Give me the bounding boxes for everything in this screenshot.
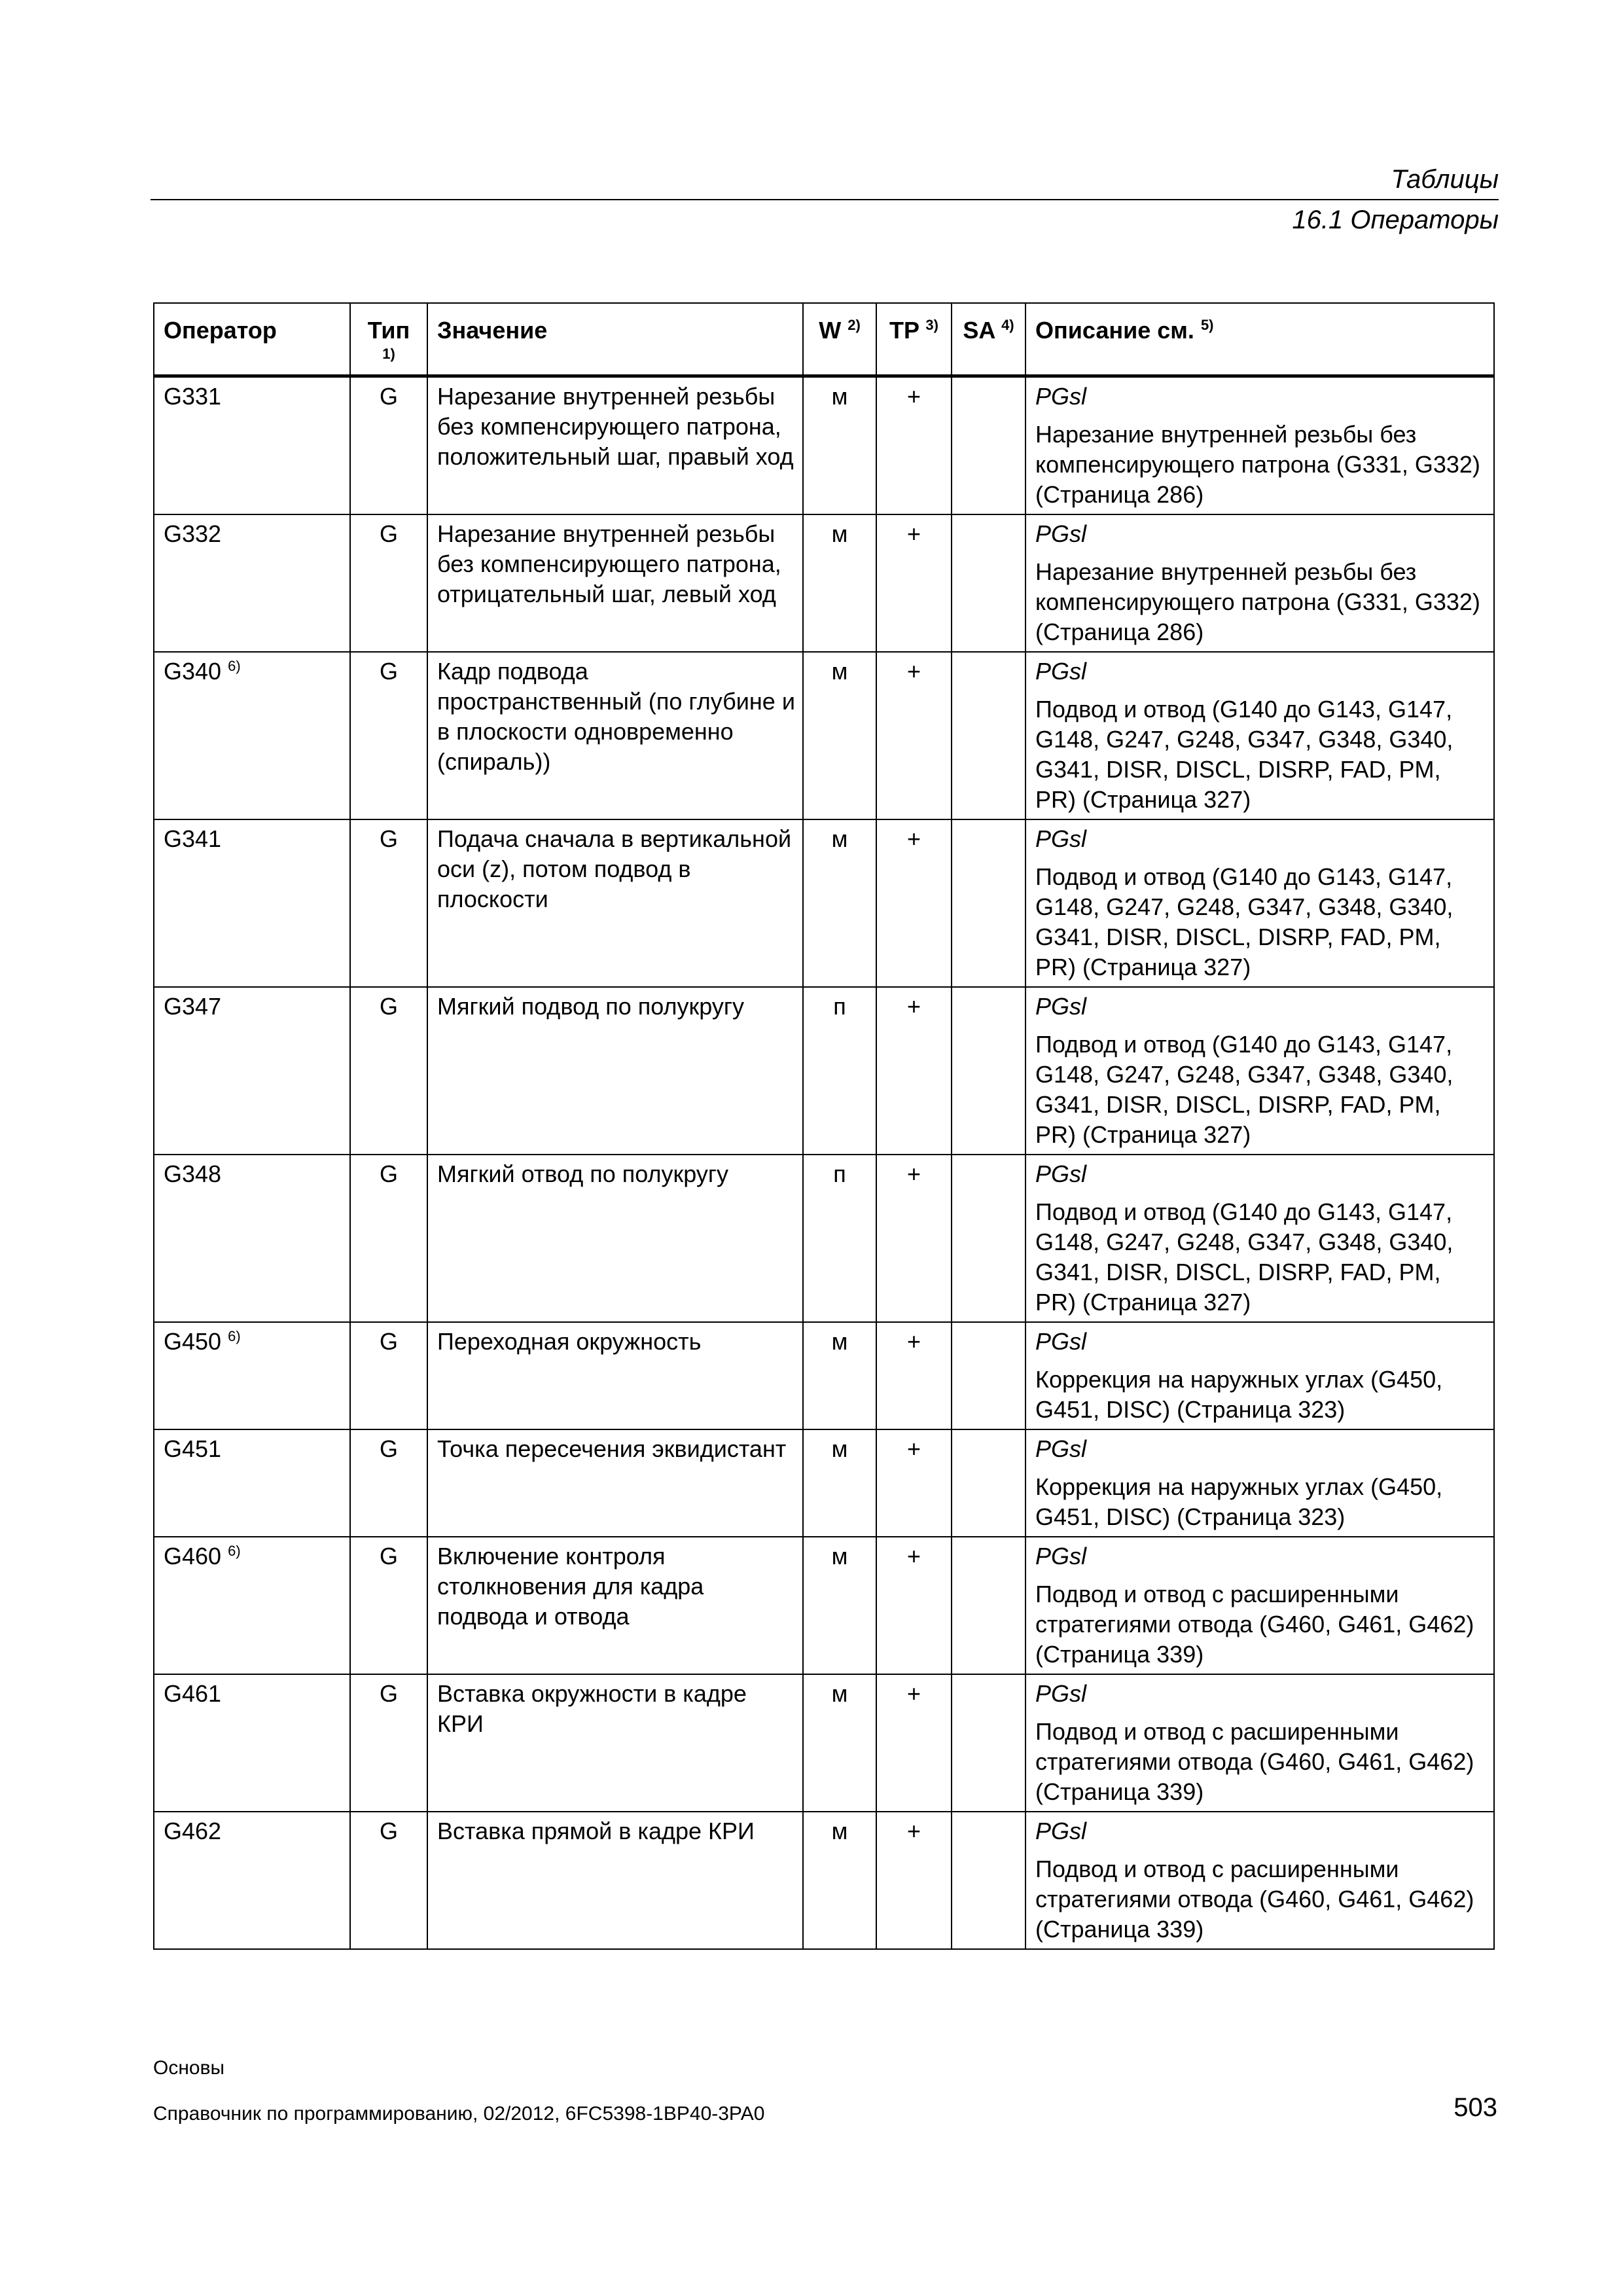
description-link[interactable]: Нарезание внутренней резьбы без компенсирующего патрона (G331, G332) (Страница 286) bbox=[1035, 421, 1480, 508]
manual-reference: PGsl bbox=[1035, 1680, 1087, 1707]
table-row bbox=[154, 376, 1494, 515]
operator-footnote: 6) bbox=[228, 1543, 241, 1559]
w-cell: м bbox=[803, 376, 876, 515]
description-link[interactable]: Подвод и отвод (G140 до G143, G147, G148, G247, G248, G347, G348, G340, G341, DISR, DISCL, DISRP, FAD, PM, PR) (Страница 327) bbox=[1035, 1031, 1454, 1148]
w-cell: м bbox=[803, 1322, 876, 1429]
description-link[interactable]: Подвод и отвод (G140 до G143, G147, G148, G247, G248, G347, G348, G340, G341, DISR, DISCL, DISRP, FAD, PM, PR) (Страница 327) bbox=[1035, 863, 1454, 980]
operator-cell bbox=[154, 987, 350, 1155]
sa-cell bbox=[952, 1537, 1026, 1674]
meaning-cell: Нарезание внутренней резьбы без компенсирующего патрона, положительный шаг, правый ход bbox=[427, 376, 803, 515]
tp-cell: + bbox=[876, 652, 952, 819]
header-tp-footnote: 3) bbox=[925, 317, 938, 333]
operator-cell bbox=[154, 1812, 350, 1949]
manual-reference: PGsl bbox=[1035, 658, 1087, 685]
tp-cell: + bbox=[876, 1429, 952, 1537]
description-cell bbox=[1026, 987, 1494, 1155]
w-cell: м bbox=[803, 1537, 876, 1674]
manual-reference: PGsl bbox=[1035, 1328, 1087, 1355]
type-cell: G bbox=[350, 987, 427, 1155]
manual-reference: PGsl bbox=[1035, 1435, 1087, 1462]
description-cell bbox=[1026, 1674, 1494, 1812]
table-row bbox=[154, 1322, 1494, 1429]
header-sa-footnote: 4) bbox=[1001, 317, 1014, 333]
description-cell bbox=[1026, 514, 1494, 652]
operator-code: G450 bbox=[164, 1328, 222, 1355]
sa-cell bbox=[952, 652, 1026, 819]
manual-reference: PGsl bbox=[1035, 383, 1087, 410]
meaning-cell: Вставка прямой в кадре КРИ bbox=[427, 1812, 803, 1949]
header-description-label: Описание см. bbox=[1035, 317, 1194, 344]
table-row bbox=[154, 819, 1494, 987]
manual-reference: PGsl bbox=[1035, 1818, 1087, 1844]
sa-cell bbox=[952, 1674, 1026, 1812]
header-sa bbox=[952, 303, 1026, 376]
meaning-cell: Подача сначала в вертикальной оси (z), потом подвод в плоскости bbox=[427, 819, 803, 987]
table-row bbox=[154, 1674, 1494, 1812]
meaning-cell: Кадр подвода пространственный (по глубине и в плоскости одновременно (спираль)) bbox=[427, 652, 803, 819]
operator-cell bbox=[154, 1322, 350, 1429]
sa-cell bbox=[952, 987, 1026, 1155]
operator-cell bbox=[154, 1155, 350, 1322]
type-cell: G bbox=[350, 1429, 427, 1537]
description-link[interactable]: Коррекция на наружных углах (G450, G451, DISC) (Страница 323) bbox=[1035, 1366, 1443, 1423]
operator-code: G451 bbox=[164, 1435, 222, 1462]
w-cell: м bbox=[803, 1674, 876, 1812]
table-row bbox=[154, 1812, 1494, 1949]
header-tp bbox=[876, 303, 952, 376]
operator-code: G340 bbox=[164, 658, 222, 685]
section-title: 16.1 Операторы bbox=[1292, 206, 1499, 234]
sa-cell bbox=[952, 1322, 1026, 1429]
tp-cell: + bbox=[876, 1322, 952, 1429]
w-cell: м bbox=[803, 1812, 876, 1949]
w-cell: м bbox=[803, 1429, 876, 1537]
operator-code: G348 bbox=[164, 1160, 222, 1187]
description-cell bbox=[1026, 1429, 1494, 1537]
type-cell: G bbox=[350, 1812, 427, 1949]
operator-cell bbox=[154, 1429, 350, 1537]
operator-cell bbox=[154, 1674, 350, 1812]
operator-code: G347 bbox=[164, 993, 222, 1020]
header-tp-label: TP bbox=[889, 317, 919, 344]
description-cell bbox=[1026, 1812, 1494, 1949]
operator-cell bbox=[154, 819, 350, 987]
type-cell: G bbox=[350, 1674, 427, 1812]
footer-manual-info: Справочник по программированию, 02/2012, 6FC5398-1BP40-3PA0 bbox=[153, 2103, 765, 2125]
description-link[interactable]: Подвод и отвод с расширенными стратегиями отвода (G460, G461, G462) (Страница 339) bbox=[1035, 1856, 1474, 1943]
operator-code: G461 bbox=[164, 1680, 222, 1707]
meaning-cell: Переходная окружность bbox=[427, 1322, 803, 1429]
header-type-label: Тип bbox=[367, 317, 410, 344]
tp-cell: + bbox=[876, 987, 952, 1155]
w-cell: м bbox=[803, 652, 876, 819]
sa-cell bbox=[952, 1812, 1026, 1949]
table-row bbox=[154, 514, 1494, 652]
operator-code: G460 bbox=[164, 1543, 222, 1570]
description-cell bbox=[1026, 1322, 1494, 1429]
tp-cell: + bbox=[876, 1155, 952, 1322]
meaning-cell: Включение контроля столкновения для кадра подвода и отвода bbox=[427, 1537, 803, 1674]
type-cell: G bbox=[350, 376, 427, 515]
header-w-label: W bbox=[819, 317, 842, 344]
table-header-row bbox=[154, 303, 1494, 376]
type-cell: G bbox=[350, 1155, 427, 1322]
table-row bbox=[154, 1155, 1494, 1322]
table-body bbox=[154, 376, 1494, 1950]
description-cell bbox=[1026, 819, 1494, 987]
tp-cell: + bbox=[876, 819, 952, 987]
sa-cell bbox=[952, 1429, 1026, 1537]
header-divider bbox=[151, 199, 1499, 200]
description-cell bbox=[1026, 1155, 1494, 1322]
header-w bbox=[803, 303, 876, 376]
operator-footnote: 6) bbox=[228, 1328, 241, 1344]
chapter-title: Таблицы bbox=[1391, 165, 1499, 194]
table-row bbox=[154, 987, 1494, 1155]
operator-cell bbox=[154, 652, 350, 819]
tp-cell: + bbox=[876, 1537, 952, 1674]
sa-cell bbox=[952, 1155, 1026, 1322]
header-meaning bbox=[427, 303, 803, 376]
operator-code: G331 bbox=[164, 383, 222, 410]
table-row bbox=[154, 1429, 1494, 1537]
operator-cell bbox=[154, 514, 350, 652]
header-operator-label: Оператор bbox=[164, 317, 277, 344]
operator-code: G462 bbox=[164, 1818, 222, 1844]
manual-reference: PGsl bbox=[1035, 1160, 1087, 1187]
header-meaning-label: Значение bbox=[437, 317, 548, 344]
page-number: 503 bbox=[1454, 2093, 1497, 2122]
manual-reference: PGsl bbox=[1035, 993, 1087, 1020]
type-cell: G bbox=[350, 1537, 427, 1674]
meaning-cell: Нарезание внутренней резьбы без компенсирующего патрона, отрицательный шаг, левый ход bbox=[427, 514, 803, 652]
operator-cell bbox=[154, 1537, 350, 1674]
w-cell: п bbox=[803, 1155, 876, 1322]
description-link[interactable]: Подвод и отвод с расширенными стратегиями отвода (G460, G461, G462) (Страница 339) bbox=[1035, 1718, 1474, 1805]
description-cell bbox=[1026, 1537, 1494, 1674]
meaning-cell: Вставка окружности в кадре КРИ bbox=[427, 1674, 803, 1812]
header-type-footnote: 1) bbox=[382, 346, 395, 362]
description-link[interactable]: Подвод и отвод (G140 до G143, G147, G148, G247, G248, G347, G348, G340, G341, DISR, DISCL, DISRP, FAD, PM, PR) (Страница 327) bbox=[1035, 696, 1454, 813]
w-cell: м bbox=[803, 819, 876, 987]
tp-cell: + bbox=[876, 1812, 952, 1949]
sa-cell bbox=[952, 376, 1026, 515]
manual-reference: PGsl bbox=[1035, 520, 1087, 547]
operator-code: G341 bbox=[164, 825, 222, 852]
description-link[interactable]: Нарезание внутренней резьбы без компенсирующего патрона (G331, G332) (Страница 286) bbox=[1035, 558, 1480, 645]
meaning-cell: Мягкий подвод по полукругу bbox=[427, 987, 803, 1155]
type-cell: G bbox=[350, 1322, 427, 1429]
header-sa-label: SA bbox=[963, 317, 995, 344]
description-cell bbox=[1026, 376, 1494, 515]
description-cell bbox=[1026, 652, 1494, 819]
tp-cell: + bbox=[876, 1674, 952, 1812]
header-description-footnote: 5) bbox=[1200, 317, 1214, 333]
meaning-cell: Мягкий отвод по полукругу bbox=[427, 1155, 803, 1322]
type-cell: G bbox=[350, 819, 427, 987]
manual-reference: PGsl bbox=[1035, 1543, 1087, 1570]
operator-cell bbox=[154, 376, 350, 515]
tp-cell: + bbox=[876, 376, 952, 515]
table-row bbox=[154, 652, 1494, 819]
tp-cell: + bbox=[876, 514, 952, 652]
w-cell: м bbox=[803, 514, 876, 652]
header-description bbox=[1026, 303, 1494, 376]
description-link[interactable]: Подвод и отвод (G140 до G143, G147, G148, G247, G248, G347, G348, G340, G341, DISR, DISCL, DISRP, FAD, PM, PR) (Страница 327) bbox=[1035, 1198, 1454, 1316]
meaning-cell: Точка пересечения эквидистант bbox=[427, 1429, 803, 1537]
header-type bbox=[350, 303, 427, 376]
description-link[interactable]: Подвод и отвод с расширенными стратегиями отвода (G460, G461, G462) (Страница 339) bbox=[1035, 1581, 1474, 1668]
operator-code: G332 bbox=[164, 520, 222, 547]
sa-cell bbox=[952, 819, 1026, 987]
type-cell: G bbox=[350, 514, 427, 652]
type-cell: G bbox=[350, 652, 427, 819]
header-w-footnote: 2) bbox=[847, 317, 861, 333]
footer-book-title: Основы bbox=[153, 2057, 225, 2079]
manual-reference: PGsl bbox=[1035, 825, 1087, 852]
header-operator bbox=[154, 303, 350, 376]
description-link[interactable]: Коррекция на наружных углах (G450, G451, DISC) (Страница 323) bbox=[1035, 1473, 1443, 1530]
operators-table bbox=[153, 302, 1495, 1950]
sa-cell bbox=[952, 514, 1026, 652]
w-cell: п bbox=[803, 987, 876, 1155]
table-row bbox=[154, 1537, 1494, 1674]
operator-footnote: 6) bbox=[228, 658, 241, 674]
